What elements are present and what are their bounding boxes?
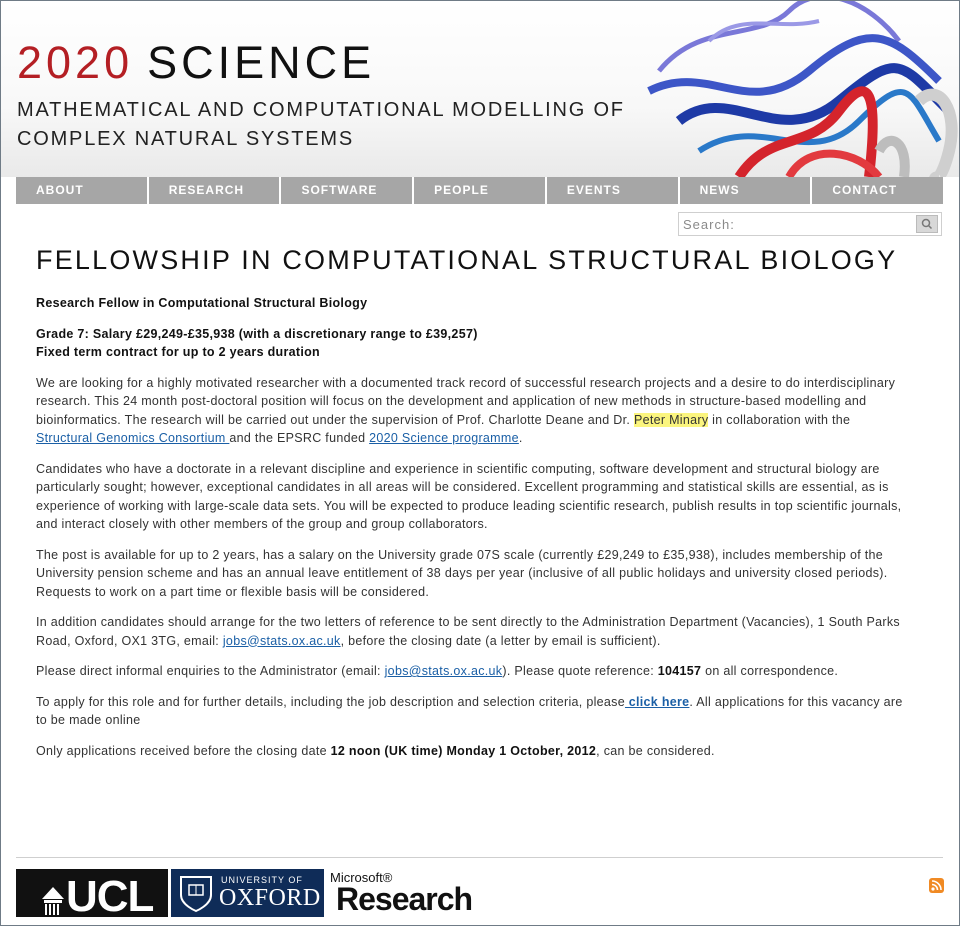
paragraph-references <box>36 613 906 650</box>
references-text: In addition candidates should arrange for the two letters of reference to be sent directly to the Administration Department (Vacancies), 1 South Parks Road, Oxford, OX1 3TG, email: <box>36 615 900 648</box>
grade-info <box>36 325 906 362</box>
paragraph-apply <box>36 693 906 730</box>
protein-ribbon-image <box>639 1 959 177</box>
programme-link[interactable]: 2020 Science programme <box>369 431 519 445</box>
site-subtitle <box>17 96 625 154</box>
paragraph-candidates: Candidates who have a doctorate in a relevant discipline and experience in scientific computing, software development and structural biology are particularly sought; however, exceptional candidates in all areas will be considered. Excellent programming and statistical skills are essential, as is experience of working with large-scale data sets. You will be expected to produce leading scientific research, publish results in top scientific journals, and interact closely with other members of the group and group collaborators. <box>36 461 902 531</box>
rss-button[interactable] <box>929 878 944 893</box>
oxford-crest-icon <box>177 873 215 913</box>
footer-divider <box>16 857 943 858</box>
site-subtitle-line1: MATHEMATICAL AND COMPUTATIONAL MODELLING OF <box>17 99 625 121</box>
paragraph-intro-text: We are looking for a highly motivated researcher with a documented track record of successful research projects and a desire to do interdisciplinary research. This 24 month post-doctoral position will focus on the development and application of new methods in structure-based modelling and bioinformatics. The research will be carried out under the supervision of Prof. Charlotte Deane and Dr. <box>36 375 896 427</box>
nav-people[interactable]: PEOPLE <box>414 177 547 204</box>
highlighted-name: Peter Minary <box>633 412 709 427</box>
paragraph-intro-text3: and the EPSRC funded <box>229 431 370 445</box>
nav-contact[interactable]: CONTACT <box>832 183 898 197</box>
oxford-big-text: OXFORD <box>219 885 321 911</box>
search-input[interactable] <box>681 214 915 234</box>
click-here-link[interactable]: click here <box>624 694 690 709</box>
nav-about[interactable]: ABOUT <box>16 177 149 204</box>
site-title-year: 2020 <box>17 37 134 88</box>
email-link-enquiries[interactable]: jobs@stats.ox.ac.uk <box>384 664 503 678</box>
nav-research[interactable]: RESEARCH <box>149 177 282 204</box>
site-subtitle-line2: COMPLEX NATURAL SYSTEMS <box>17 128 355 150</box>
microsoft-research-logo[interactable] <box>330 869 480 917</box>
paragraph-enquiries <box>36 662 906 681</box>
oxford-logo[interactable] <box>171 869 324 917</box>
paragraph-intro <box>36 374 906 448</box>
nav-software[interactable]: SOFTWARE <box>281 177 414 204</box>
site-title-word: SCIENCE <box>147 37 376 88</box>
nav-events[interactable]: EVENTS <box>547 177 680 204</box>
enquiries-text2: ). Please quote reference: <box>502 664 658 678</box>
site-title[interactable] <box>17 37 375 89</box>
closing-date: 12 noon (UK time) Monday 1 October, 2012 <box>330 743 597 758</box>
apply-text: To apply for this role and for further details, including the job description and selection criteria, please <box>36 694 625 709</box>
search-button[interactable] <box>916 215 938 233</box>
email-link-references[interactable]: jobs@stats.ox.ac.uk <box>222 633 341 648</box>
paragraph-post: The post is available for up to 2 years, has a salary on the University grade 07S scale (currently £29,249 to £35,938), includes membership of the University pension scheme and has an annual leave entitlement of 38 days per year (inclusive of all public holidays and university closed periods). Requests to work on a part time or flexible basis will be considered. <box>36 547 888 599</box>
reference-number: 104157 <box>657 664 702 678</box>
grade-line1: Grade 7: Salary £29,249-£35,938 (with a discretionary range to £39,257) <box>36 326 478 341</box>
search-box <box>678 212 942 236</box>
nav-news[interactable]: NEWS <box>680 177 813 204</box>
grade-line2: Fixed term contract for up to 2 years duration <box>36 345 320 359</box>
microsoft-text: Microsoft® <box>330 870 393 885</box>
site-header <box>1 1 959 177</box>
apply-text2: . All applications for this vacancy are to be made online <box>36 694 903 727</box>
main-nav <box>16 177 943 204</box>
ucl-logo-text: UCL <box>66 872 154 921</box>
paragraph-intro-end: . <box>518 431 523 445</box>
oxford-small-text: UNIVERSITY OF <box>221 875 303 885</box>
enquiries-text: Please direct informal enquiries to the Administrator (email: <box>36 664 385 678</box>
closing-text: Only applications received before the closing date <box>36 743 331 758</box>
page-title: FELLOWSHIP IN COMPUTATIONAL STRUCTURAL BIOLOGY <box>36 245 898 275</box>
paragraph-intro-text2: in collaboration with the <box>708 412 851 427</box>
main-content <box>36 294 906 772</box>
paragraph-closing <box>36 742 906 761</box>
rss-icon <box>929 878 944 893</box>
role-title: Research Fellow in Computational Structural Biology <box>36 296 368 310</box>
research-text: Research <box>336 881 473 917</box>
ucl-logo[interactable] <box>16 869 168 921</box>
closing-text2: , can be considered. <box>596 743 715 758</box>
search-icon <box>917 216 937 232</box>
sgc-link[interactable]: Structural Genomics Consortium <box>36 431 230 445</box>
ucl-portico-icon <box>38 869 68 917</box>
references-text2: , before the closing date (a letter by email is sufficient). <box>340 633 661 648</box>
enquiries-text3: on all correspondence. <box>701 664 839 678</box>
